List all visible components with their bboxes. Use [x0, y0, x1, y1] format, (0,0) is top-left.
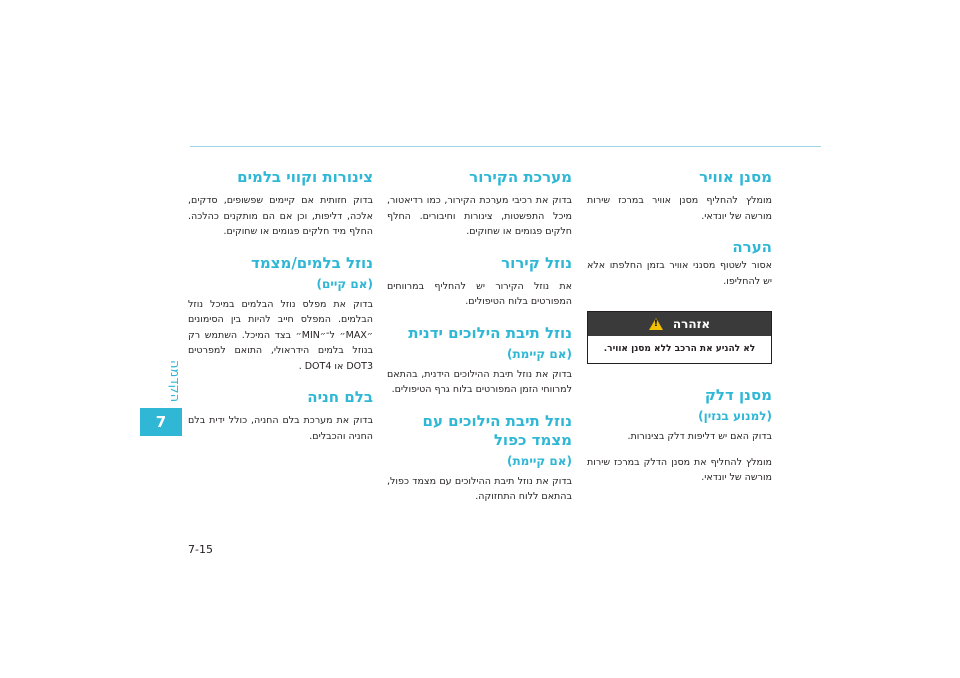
warning-header	[588, 312, 771, 336]
chapter-label: הקדמה	[167, 359, 182, 403]
section-fuel-filter	[587, 386, 772, 486]
warning-body: לא להניע את הרכב ללא מסנן אוויר.	[603, 344, 756, 354]
section-body: מומלץ להחליף את מסנן הדלק במרכז שירות מורשה של יונדאי.	[587, 456, 772, 483]
section-coolant	[387, 254, 572, 310]
left-column	[188, 168, 373, 458]
section-subtitle: (אם קיימת)	[506, 346, 572, 361]
section-subtitle: (אם קיימת)	[506, 453, 572, 468]
note-head	[587, 238, 772, 256]
section-title: נוזל קירור	[501, 253, 572, 272]
section-title: מסנן דלק	[704, 386, 772, 404]
section-title: מערכת הקירור	[469, 168, 572, 186]
section-title: מסנן אוויר	[699, 168, 772, 186]
section-title: נוזל בלמים/מצמד	[251, 253, 373, 272]
note-body: אסור לשטוף מסנני אוויר בזמן החלפתו אלא יש להחליפו.	[587, 260, 772, 287]
section-body: מומלץ להחליף מסנן אוויר במרכז שירות מורשה של יונדאי.	[587, 195, 772, 222]
section-note	[587, 238, 772, 289]
section-brake-lines	[188, 168, 373, 240]
note-keyword: הערה	[732, 238, 772, 256]
section-subtitle: (למנוע בנזין)	[698, 409, 772, 423]
section-title: צינורות וקווי בלמים	[237, 168, 373, 186]
section-title: נוזל תיבת הילוכים ידנית	[408, 323, 572, 342]
section-subtitle: (אם קיים)	[316, 276, 373, 291]
chapter-number-tab: 7	[140, 408, 182, 436]
page-number: 7-15	[188, 543, 213, 556]
section-body: בדוק את מפלס נוזל הבלמים במיכל נוזל הבלמים. המפלס חייב להיות בין הסימונים ״MAX״ ל־״MIN״ בצד המיכל. השתמש רק בנוזל בלמים הידראולי, התואם למפרטים DOT3 או DOT4 .	[188, 298, 373, 372]
section-title: נוזל תיבת הילוכים עם מצמד כפול	[422, 411, 572, 449]
warning-triangle-icon	[649, 318, 663, 330]
section-brake-fluid	[188, 254, 373, 375]
warning-title: אזהרה	[672, 317, 711, 331]
section-body: בדוק האם יש דליפות דלק בצינורות.	[627, 431, 772, 442]
warning-box	[587, 311, 772, 364]
section-body: בדוק חזותית אם קיימים שפשופים, סדקים, אלכה, דליפות, וכן אם הם מותקנים כהלכה. החלף מיד חלקים פגומים או שחוקים.	[188, 195, 373, 237]
section-body: את נוזל הקירור יש להחליף במרווחים המפורטים בלוח הטיפולים.	[387, 280, 572, 307]
section-body: בדוק את רכיבי מערכת הקירור, כמו רדיאטור, מיכל התפשטות, צינורות וחיבורים. החלף חלקים פגומים או שחוקים.	[387, 195, 572, 237]
middle-column	[387, 168, 572, 519]
section-manual-transmission-fluid	[387, 324, 572, 398]
section-body: בדוק את נוזל תיבת ההילוכים הידנית, בהתאם למרווחי הזמן המפורטים בלוח גרף הטיפולים.	[387, 368, 572, 395]
section-body: בדוק את מערכת בלם החניה, כולל ידית בלם החניה והכבלים.	[188, 415, 373, 442]
section-title: בלם חניה	[307, 388, 373, 406]
section-parking-brake	[188, 388, 373, 444]
section-cooling-system	[387, 168, 572, 240]
section-air-filter	[587, 168, 772, 224]
right-column	[587, 168, 772, 500]
section-dct-fluid	[387, 412, 572, 505]
top-divider	[190, 146, 821, 147]
section-body: בדוק את נוזל תיבת ההילוכים עם מצמד כפול, בהתאם ללוח התחזוקה.	[387, 475, 572, 502]
